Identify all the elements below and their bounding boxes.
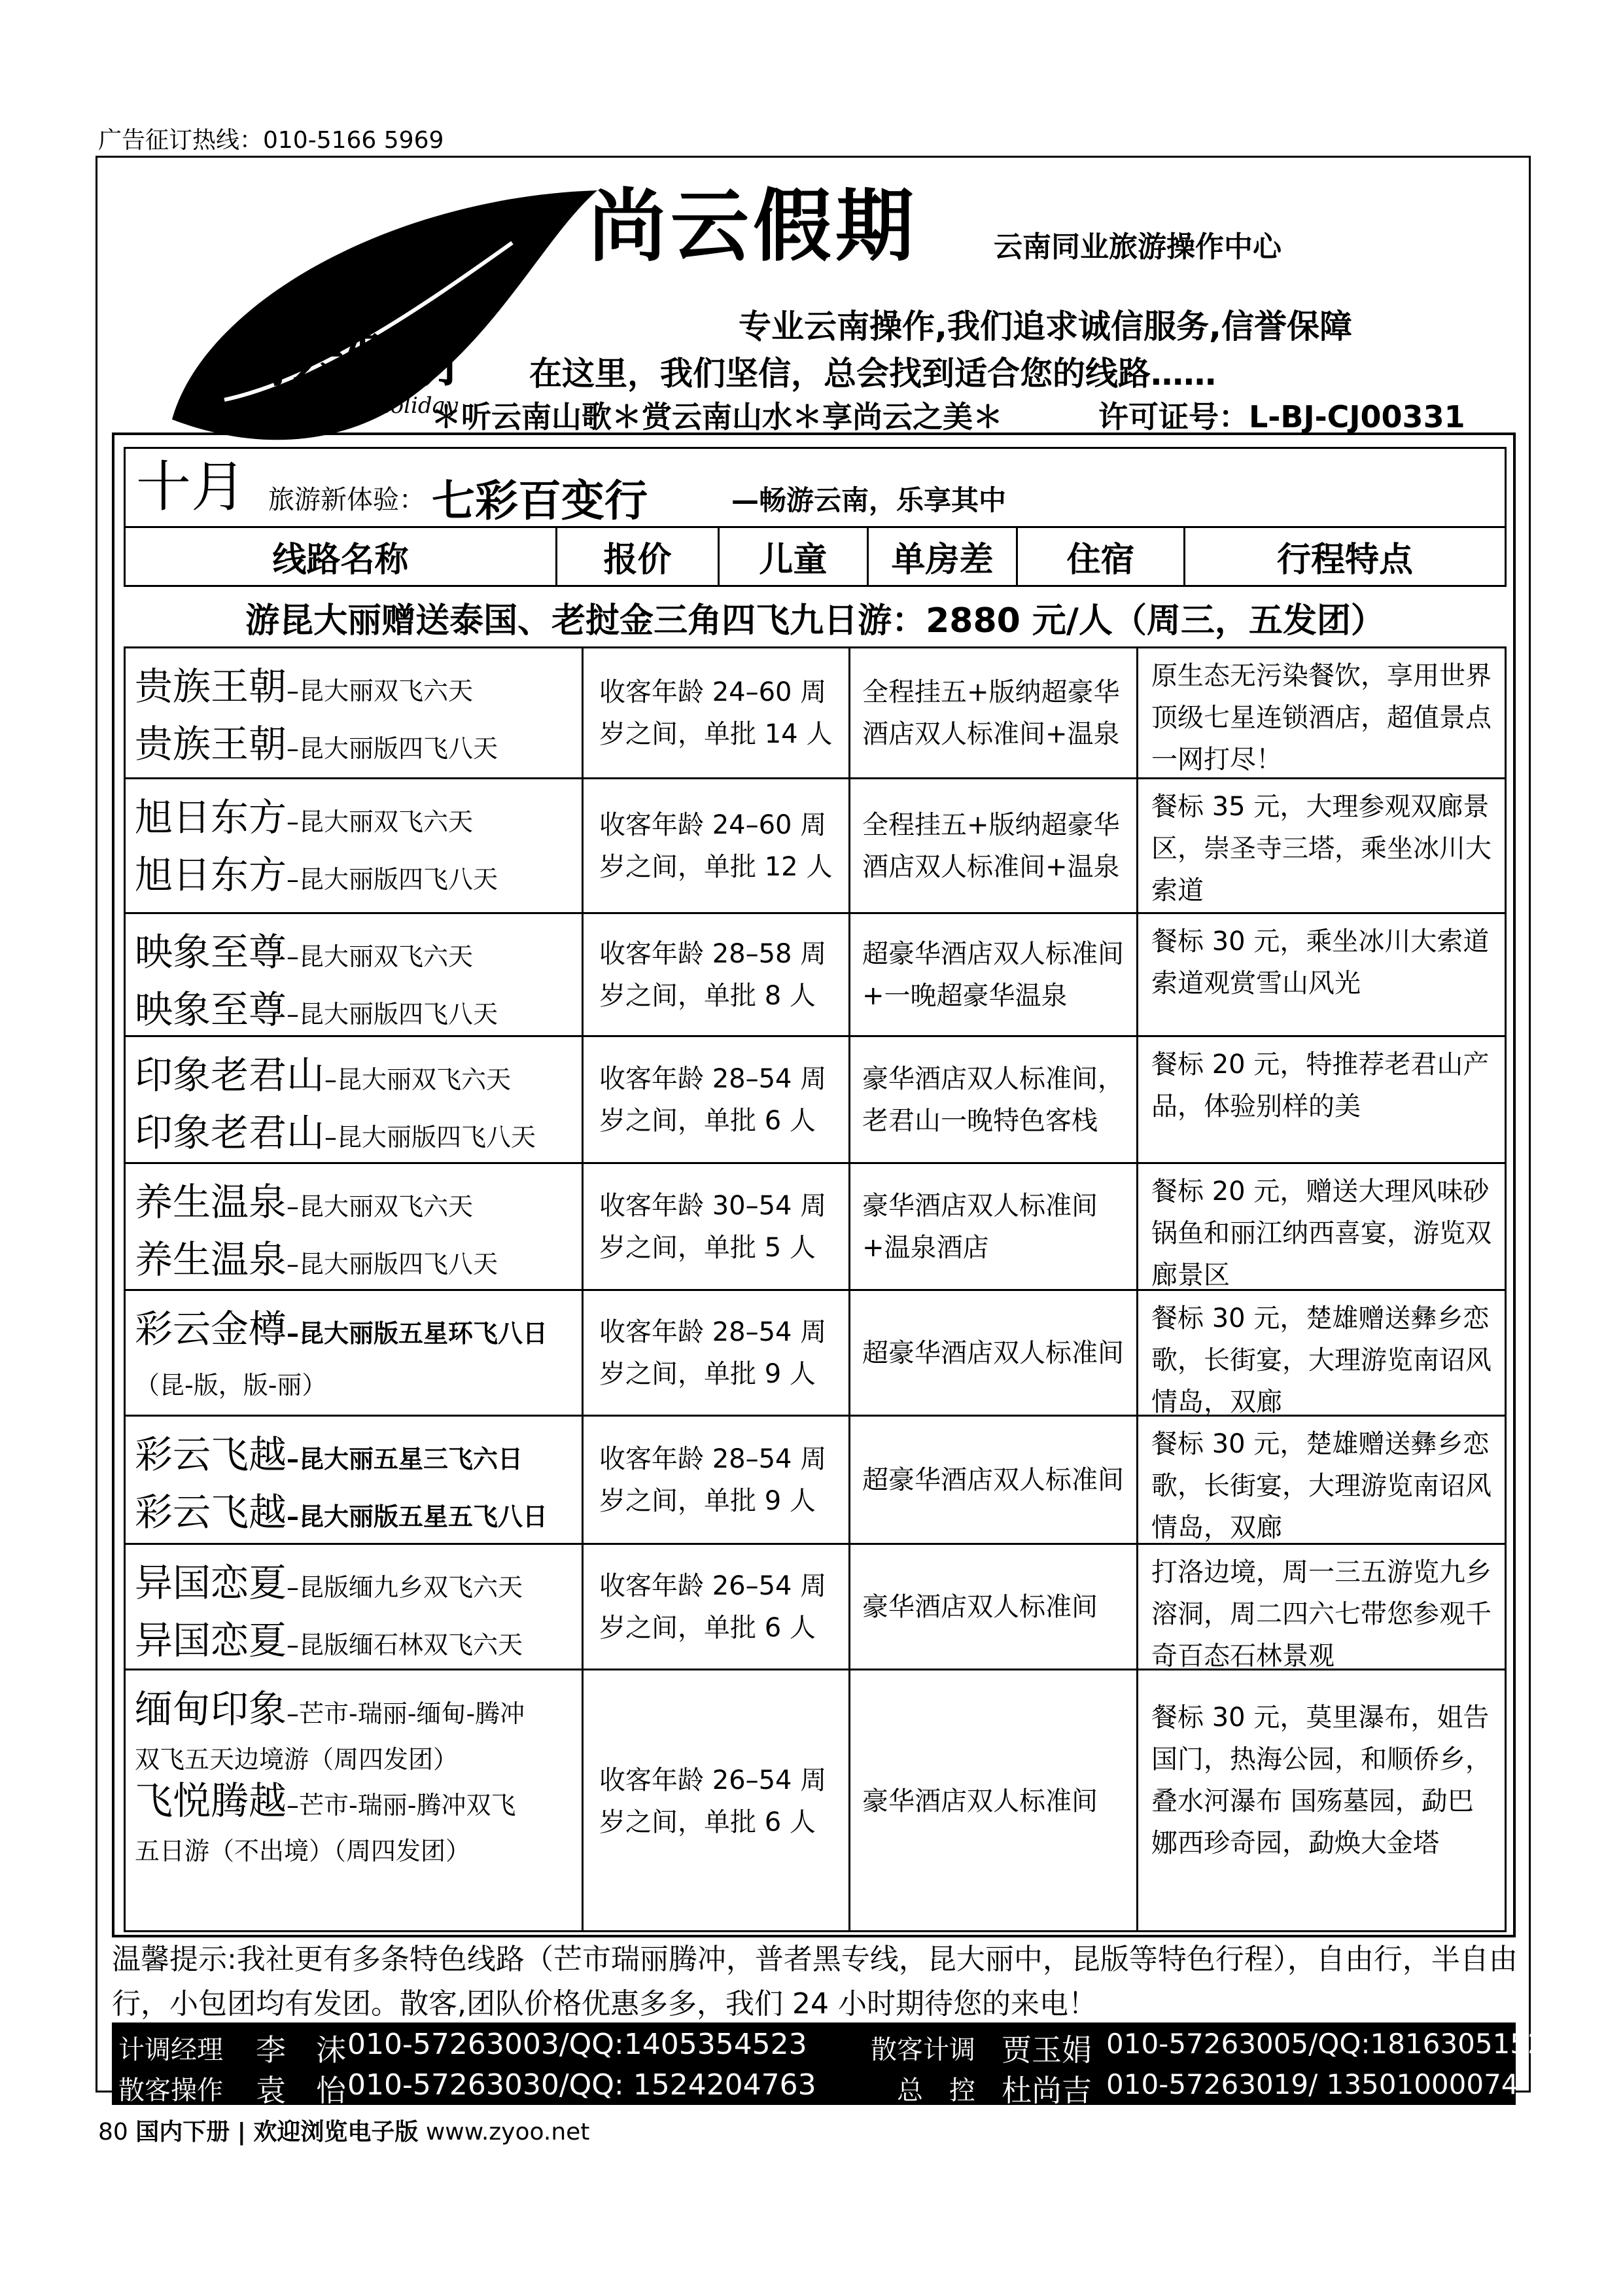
table-row (126, 648, 1505, 779)
route-desc: –昆大丽双飞六天 (287, 942, 474, 971)
contact-name: 李 沫 (256, 2032, 346, 2068)
route-desc: –昆版缅石林双飞六天 (287, 1631, 523, 1659)
age-cell (584, 779, 850, 912)
accommodation-text: 豪华酒店双人标准间，老君山一晚特色客栈 (862, 1063, 1124, 1136)
route-desc: –昆大丽五星三飞六日 (287, 1445, 523, 1474)
advertisement-frame (96, 156, 1545, 2108)
age-requirement: 收客年龄 26–54 周岁之间，单批 6 人 (599, 1765, 827, 1837)
route-desc: –昆大丽版五星环飞八日 (287, 1319, 548, 1348)
route-name: 印象老君山 (135, 1053, 325, 1097)
age-cell (584, 1545, 850, 1669)
contact-phone: 010-57263030/QQ: 1524204763 (347, 2068, 816, 2102)
features-cell (1138, 1291, 1505, 1415)
features-cell (1138, 648, 1505, 777)
route-name: 异国恋夏 (135, 1618, 287, 1663)
age-cell (584, 1670, 850, 1932)
contact-phone: 010-57263005/QQ:1816305152 (1106, 2028, 1545, 2060)
section-label: 国内下册 (135, 2119, 230, 2146)
hotel-cell (850, 1545, 1138, 1669)
route-name: 养生温泉 (135, 1180, 287, 1224)
route-name-cell (126, 914, 584, 1035)
route-desc: –昆大丽版四飞八天 (287, 1000, 498, 1029)
accommodation-text: 全程挂五+版纳超豪华酒店双人标准间+温泉 (862, 677, 1120, 749)
slogan-line-2: 在这里，我们坚信，总会找到适合您的线路…… (529, 355, 1216, 393)
route-desc: 五日游（不出境）（周四发团） (135, 1837, 471, 1865)
features-text: 打洛边境，周一三五游览九乡溶洞，周二四六七带您参观千奇百态石林景观 (1151, 1557, 1492, 1671)
page-number: 80 (98, 2119, 128, 2146)
route-name: 贵族王朝 (135, 664, 287, 709)
hotel-cell (850, 779, 1138, 912)
contact-role: 总 控 (897, 2075, 975, 2106)
table-row (126, 1417, 1505, 1545)
table-row (126, 914, 1505, 1037)
route-name: 养生温泉 (135, 1237, 287, 1282)
contact-phone: 010-57263019/ 13501000074 (1106, 2068, 1519, 2100)
features-cell (1138, 1670, 1505, 1932)
features-text: 原生态无污染餐饮，享用世界顶级七星连锁酒店，超值景点一网打尽！ (1151, 661, 1492, 775)
accommodation-text: 全程挂五+版纳超豪华酒店双人标准间+温泉 (862, 809, 1120, 882)
age-cell (584, 648, 850, 777)
hotel-cell (850, 1291, 1138, 1415)
route-desc: –昆大丽版五星五飞八日 (287, 1502, 548, 1531)
page-footer (98, 2113, 589, 2147)
features-cell (1138, 1164, 1505, 1289)
route-table-box (112, 433, 1516, 1937)
table-row (126, 779, 1505, 914)
features-text: 餐标 20 元，赠送大理风味砂锅鱼和丽江纳西喜宴，游览双廊景区 (1151, 1176, 1492, 1290)
age-requirement: 收客年龄 28–58 周岁之间，单批 8 人 (599, 938, 827, 1011)
website-link[interactable]: www.zyoo.net (425, 2119, 590, 2146)
promo-month: 十月 (136, 455, 247, 519)
route-name-cell (126, 648, 584, 777)
route-list (124, 648, 1507, 1932)
slogan-line-1: 专业云南操作,我们追求诚信服务,信誉保障 (739, 308, 1352, 345)
features-text: 餐标 35 元，大理参观双廊景区，崇圣寺三塔，乘坐冰川大索道 (1151, 792, 1492, 906)
route-name-cell (126, 1291, 584, 1415)
route-name: 映象至尊 (135, 987, 287, 1032)
route-desc: 双飞五天边境游（周四发团） (135, 1745, 459, 1774)
license-number: 许可证号：L-BJ-CJ00331 (1098, 399, 1465, 434)
table-row (126, 1164, 1505, 1291)
hotel-cell (850, 1670, 1138, 1932)
hotel-cell (850, 648, 1138, 777)
warm-tip: 温馨提示:我社更有多条特色线路（芒市瑞丽腾冲，普者黑专线，昆大丽中，昆版等特色行程），自由行，半自由行，小包团均有发团。散客,团队价格优惠多多，我们 24 小时期待您的来电！ (112, 1943, 1518, 2021)
route-name: 彩云金樽 (135, 1307, 287, 1351)
tagline: ＊听云南山歌＊赏云南山水＊享尚云之美＊ (431, 399, 1003, 434)
age-cell (584, 1164, 850, 1289)
route-desc: –昆大丽版四飞八天 (324, 1123, 536, 1152)
route-name: 旭日东方 (135, 853, 287, 897)
promo-theme: 七彩百变行 (432, 476, 648, 526)
footer-promo: 欢迎浏览电子版 (253, 2119, 419, 2146)
features-text: 餐标 30 元，乘坐冰川大索道索道观赏雪山风光 (1151, 927, 1490, 998)
hotel-cell (850, 1417, 1138, 1543)
promo-theme-sub: —畅游云南，乐享其中 (731, 484, 1007, 516)
table-row (126, 1037, 1505, 1164)
route-desc: （昆-版，版-丽） (135, 1371, 327, 1400)
route-name-cell (126, 779, 584, 912)
age-cell (584, 914, 850, 1035)
column-header-child: 儿童 (720, 528, 869, 585)
age-cell (584, 1037, 850, 1162)
route-desc: –昆大丽双飞六天 (287, 807, 474, 836)
table-row (126, 1291, 1505, 1417)
route-desc: –昆版缅九乡双飞六天 (287, 1573, 523, 1602)
age-requirement: 收客年龄 26–54 周岁之间，单批 6 人 (599, 1570, 827, 1643)
features-cell (1138, 1545, 1505, 1669)
logo-english-text: Shang Yun Holiday (244, 393, 459, 419)
route-name-cell (126, 1545, 584, 1669)
route-desc: –昆大丽双飞六天 (287, 1192, 474, 1221)
hotel-cell (850, 914, 1138, 1035)
hotel-cell (850, 1164, 1138, 1289)
ad-hotline: 广告征订热线：010-5166 5969 (98, 127, 444, 154)
accommodation-text: 超豪华酒店双人标准间 (862, 1337, 1124, 1368)
brand-title: 尚云假期 (588, 181, 918, 272)
route-name: 彩云飞越 (135, 1490, 287, 1534)
route-name: 映象至尊 (135, 930, 287, 974)
route-name-cell (126, 1164, 584, 1289)
contact-name: 袁 怡 (256, 2073, 346, 2108)
promo-label: 旅游新体验： (268, 485, 425, 515)
age-requirement: 收客年龄 24–60 周岁之间，单批 12 人 (599, 809, 833, 882)
promo-title-row (124, 447, 1507, 528)
accommodation-text: 超豪华酒店双人标准间+一晚超豪华温泉 (862, 938, 1124, 1011)
route-name: 印象老君山 (135, 1110, 325, 1155)
hotel-cell (850, 1037, 1138, 1162)
column-header-price: 报价 (557, 528, 720, 585)
route-name: 旭日东方 (135, 795, 287, 839)
table-row (126, 1670, 1505, 1932)
brand-subtitle: 云南同业旅游操作中心 (994, 230, 1282, 264)
route-desc: –昆大丽版四飞八天 (287, 865, 498, 894)
column-header-features: 行程特点 (1276, 540, 1413, 580)
promo-banner: 游昆大丽赠送泰国、老挝金三角四飞九日游：2880 元/人（周三，五发团） (124, 588, 1507, 648)
route-desc: –昆大丽双飞六天 (324, 1065, 512, 1094)
features-text: 餐标 30 元，楚雄赠送彝乡恋歌，长街宴，大理游览南诏风情岛，双廊 (1151, 1303, 1492, 1417)
features-cell (1138, 1037, 1505, 1162)
features-text: 餐标 30 元，楚雄赠送彝乡恋歌，长街宴，大理游览南诏风情岛，双廊 (1151, 1429, 1492, 1543)
table-header-row (124, 528, 1507, 587)
contact-name: 贾玉娟 (1002, 2032, 1092, 2068)
route-name: 彩云飞越 (135, 1432, 287, 1477)
accommodation-text: 超豪华酒店双人标准间 (862, 1464, 1124, 1495)
route-name-cell (126, 1417, 584, 1543)
age-cell (584, 1417, 850, 1543)
route-desc: –芒市-瑞丽-腾冲双飞 (287, 1791, 516, 1820)
age-requirement: 收客年龄 28–54 周岁之间，单批 9 人 (599, 1443, 827, 1516)
table-row (126, 1545, 1505, 1670)
age-requirement: 收客年龄 28–54 周岁之间，单批 6 人 (599, 1063, 827, 1136)
contact-bar (112, 2022, 1545, 2108)
age-requirement: 收客年龄 30–54 周岁之间，单批 5 人 (599, 1190, 827, 1263)
route-desc: –昆大丽版四飞八天 (287, 1250, 498, 1279)
route-name: 异国恋夏 (135, 1561, 287, 1605)
contact-role: 散客计调 (871, 2035, 975, 2065)
features-text: 餐标 20 元，特推荐老君山产品，体验别样的美 (1151, 1050, 1490, 1122)
column-header-route: 线路名称 (126, 528, 557, 585)
contact-role: 计调经理 (118, 2035, 223, 2065)
features-text: 餐标 30 元，莫里瀑布，姐告国门，热海公园，和顺侨乡，叠水河瀑布 国殇墓园，勐巴娜西珍奇园，勐焕大金塔 (1151, 1703, 1492, 1858)
footer-separator: | (237, 2119, 246, 2146)
contact-role: 散客操作 (118, 2075, 223, 2106)
accommodation-text: 豪华酒店双人标准间+温泉酒店 (862, 1190, 1098, 1263)
accommodation-text: 豪华酒店双人标准间 (862, 1591, 1098, 1622)
route-name: 贵族王朝 (135, 722, 287, 766)
features-cell (1138, 1417, 1505, 1543)
route-desc: –昆大丽版四飞八天 (287, 734, 498, 763)
features-cell (1138, 914, 1505, 1035)
column-header-accommodation: 住宿 (1018, 528, 1185, 585)
age-requirement: 收客年龄 28–54 周岁之间，单批 9 人 (599, 1316, 827, 1389)
route-desc: –芒市-瑞丽-缅甸-腾冲 (287, 1699, 525, 1728)
route-desc: –昆大丽双飞六天 (287, 677, 474, 705)
contact-name: 杜尚吉 (1002, 2073, 1092, 2108)
age-requirement: 收客年龄 24–60 周岁之间，单批 14 人 (599, 677, 833, 749)
column-header-single-supplement: 单房差 (869, 528, 1018, 585)
accommodation-text: 豪华酒店双人标准间 (862, 1786, 1098, 1816)
route-name: 飞悦腾越 (135, 1778, 287, 1823)
route-name-cell (126, 1037, 584, 1162)
route-name: 缅甸印象 (135, 1687, 287, 1731)
logo-chinese-text: 尚云假期 (231, 328, 456, 394)
age-cell (584, 1291, 850, 1415)
features-cell (1138, 779, 1505, 912)
contact-phone: 010-57263003/QQ:1405354523 (347, 2028, 807, 2061)
route-name-cell (126, 1670, 584, 1932)
